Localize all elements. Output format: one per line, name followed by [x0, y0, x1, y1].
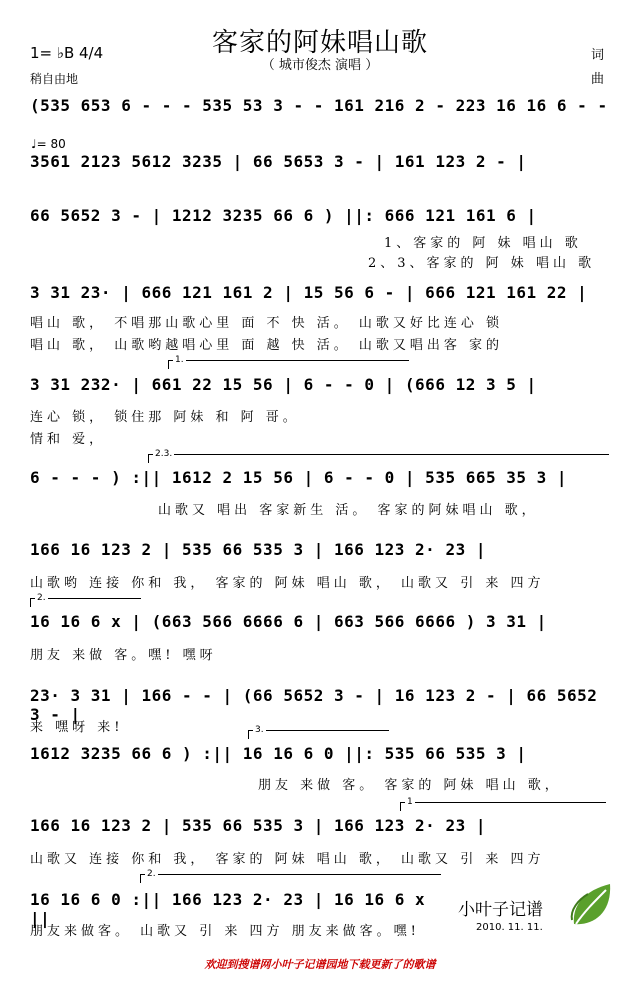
notation-row: 166 16 123 2 | 535 66 535 3 | 166 123 2· 23 |	[30, 816, 486, 835]
notation-row: 3 31 23· | 666 121 161 2 | 15 56 6 - | 666 121 161 22 |	[30, 283, 588, 302]
lyric-line: 朋友来做客。 山歌又 引 来 四方 朋友来做客。嘿!	[30, 924, 420, 939]
notation-row: 16 16 6 x | (663 566 6666 6 | 663 566 6666 ) 3 31 |	[30, 612, 547, 631]
song-title: 客家的阿妹唱山歌	[211, 28, 428, 58]
volta-bracket: 2.	[30, 598, 141, 607]
lyric-line: 唱山 歌， 山歌哟越唱心里 面 越 快 活。 山歌又唱出客 家的	[30, 338, 504, 353]
volta-bracket: 1.	[168, 360, 409, 369]
lyric-line: 来 嘿呀 来!	[30, 720, 124, 735]
date-stamp: 2010. 11. 11.	[476, 922, 543, 933]
lyric-line: 情和 爱，	[30, 432, 107, 447]
notation-row: 3561 2123 5612 3235 | 66 5653 3 - | 161 123 2 - |	[30, 152, 527, 171]
leaf-logo-icon	[566, 880, 620, 932]
notation-row: 1612 3235 66 6 ) :|| 16 16 6 0 ||: 535 66 535 3 |	[30, 744, 527, 763]
lyric-line: 山歌又 唱出 客家新生 活。 客家的阿妹唱山 歌，	[158, 503, 539, 518]
volta-bracket: 1	[400, 802, 606, 811]
composer-label: 曲	[591, 72, 605, 87]
notation-row: 23· 3 31 | 166 - - | (66 5652 3 - | 16 123 2 - | 66 5652 3 - |	[30, 686, 598, 724]
volta-bracket: 2.	[140, 874, 441, 883]
volta-bracket: 3.	[248, 730, 389, 739]
lyric-line: 山歌又 连接 你和 我， 客家的 阿妹 唱山 歌， 山歌又 引 来 四方	[30, 852, 545, 867]
lyric-line: 唱山 歌， 不唱那山歌心里 面 不 快 活。 山歌又好比连心 锁	[30, 316, 504, 331]
notation-row: 3 31 232· | 661 22 15 56 | 6 - - 0 | (666 12 3 5 |	[30, 375, 537, 394]
notation-row: 6 - - - ) :|| 1612 2 15 56 | 6 - - 0 | 535 665 35 3 |	[30, 468, 568, 487]
key-signature: 1= ♭B 4/4	[30, 44, 104, 62]
lyric-line: 连心 锁， 锁住那 阿妹 和 阿 哥。	[30, 410, 300, 425]
footer-notice: 欢迎到搜谱网小叶子记谱园地下载更新了的歌谱	[204, 958, 436, 971]
lyric-line: 1、客家的 阿 妹 唱山 歌	[384, 236, 582, 251]
notation-row: (535 653 6 - - - 535 53 3 - - 161 216 2 - 223 16 16 6 - -	[30, 96, 608, 115]
notation-row: 166 16 123 2 | 535 66 535 3 | 166 123 2· 23 |	[30, 540, 486, 559]
tempo-marking: 稍自由地	[30, 72, 79, 86]
performer-credit: （ 城市俊杰 演唱 ）	[261, 58, 379, 73]
notation-row: 16 16 6 0 :|| 166 123 2· 23 | 16 16 6 x ||	[30, 890, 426, 928]
volta-bracket: 2.3.	[148, 454, 609, 463]
lyric-line: 2、3、客家的 阿 妹 唱山 歌	[368, 256, 596, 271]
brand-name: 小叶子记谱	[458, 900, 543, 920]
lyric-line: 朋友 来做 客。 客家的 阿妹 唱山 歌，	[258, 778, 562, 793]
lyric-line: 朋友 来做 客。嘿! 嘿呀	[30, 648, 217, 663]
lyricist-label: 词	[591, 48, 605, 63]
lyric-line: 山歌哟 连接 你和 我， 客家的 阿妹 唱山 歌， 山歌又 引 来 四方	[30, 576, 545, 591]
bpm-marking: ♩= 80	[31, 137, 66, 151]
notation-row: 66 5652 3 - | 1212 3235 66 6 ) ||: 666 121 161 6 |	[30, 206, 537, 225]
